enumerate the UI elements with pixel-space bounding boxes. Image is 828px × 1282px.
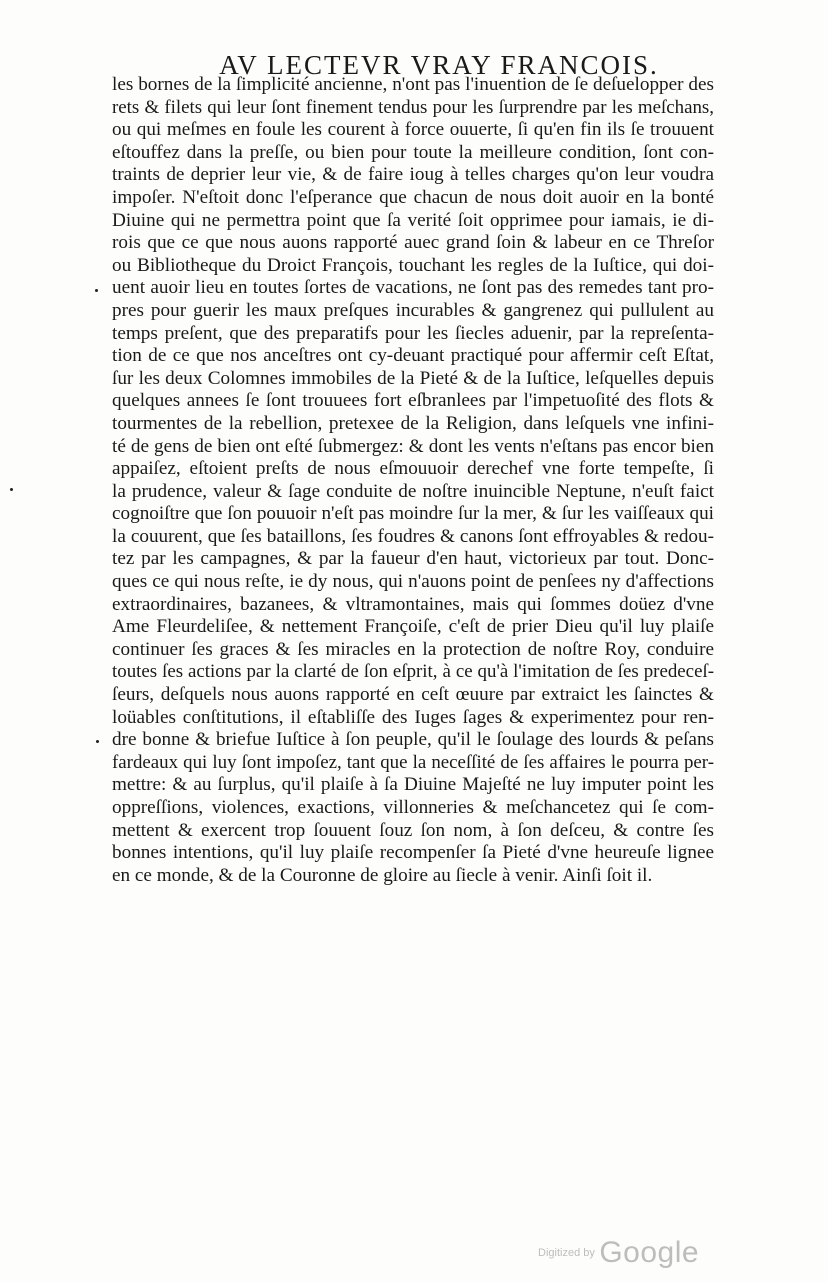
text-line: tourmentes de la rebellion, pretexee de la Religion, dans leſquels vne infini-: [112, 412, 714, 434]
text-line: ou qui meſmes en foule les courent à force ouuerte, ſi qu'en fin ils ſe trouuent: [112, 119, 714, 141]
text-line: rets & filets qui leur ſont finement tendus pour les ſurprendre par les meſchans,: [112, 96, 714, 118]
text-line: rois que ce que nous auons rapporté auec grand ſoin & labeur en ce Threſor: [112, 232, 714, 254]
page-header: AV LECTEVR VRAY FRANCOIS.: [219, 50, 659, 80]
text-line: pres pour guerir les maux preſques incurables & gangrenez qui pullulent au: [112, 299, 714, 321]
text-line: tez par les campagnes, & par la faueur d'en haut, victorieux par tout. Donc-: [112, 548, 714, 570]
watermark-prefix: Digitized by: [538, 1247, 595, 1259]
text-line: en ce monde, & de la Couronne de gloire au ſiecle à venir. Ainſi ſoit il.: [112, 864, 653, 886]
digitized-by-google-watermark: [538, 1236, 699, 1270]
text-line: toutes ſes actions par la clarté de ſon eſprit, à ce qu'à l'imitation de ſes predeceſ-: [112, 661, 714, 683]
text-line: appaiſez, eſtoient preſts de nous eſmouuoir derechef vne forte tempeſte, ſi: [112, 458, 714, 480]
text-line: loüables conſtitutions, il eſtabliſſe des Iuges ſages & experimentez pour ren-: [112, 706, 714, 728]
text-line: mettre: & au ſurplus, qu'il plaiſe à ſa Diuine Majeſté ne luy imputer point les: [112, 774, 714, 796]
text-line: fardeaux qui luy ſont impoſez, tant que la neceſſité de ſes affaires le pourra per-: [112, 751, 714, 773]
text-line: les bornes de la ſimplicité ancienne, n'ont pas l'inuention de ſe deſuelopper des: [112, 74, 714, 95]
text-line: té de gens de bien ont eſté ſubmergez: & dont les vents n'eſtans pas encor bien: [112, 435, 714, 457]
text-line: ſur les deux Colomnes immobiles de la Pieté & de la Iuſtice, leſquelles depuis: [112, 367, 714, 389]
text-line: ques ce qui nous reſte, ie dy nous, qui n'auons point de penſees ny d'affections: [112, 571, 714, 593]
text-line: la couurent, que ſes bataillons, ſes foudres & canons ſont effroyables & redou-: [112, 525, 714, 547]
text-line: eſtouffez dans la preſſe, ou bien pour toute la meilleure condition, ſont con-: [112, 141, 714, 163]
text-line: cognoiſtre que ſon pouuoir n'eſt pas moindre ſur la mer, & ſur les vaiſſeaux qui: [112, 503, 714, 525]
text-line: mettent & exercent trop ſouuent ſouz ſon nom, à ſon deſceu, & contre ſes: [112, 819, 714, 841]
text-line: ou Bibliotheque du Droict François, touchant les regles de la Iuſtice, qui doi-: [112, 254, 714, 276]
text-line: tion de ce que nos anceſtres ont cy-deuant practiqué pour affermir ceſt Eſtat,: [112, 345, 714, 367]
body-text: [112, 74, 714, 887]
ink-speck: [10, 488, 13, 491]
google-logo: Google: [599, 1236, 700, 1269]
text-line: continuer ſes graces & ſes miracles en la protection de noſtre Roy, conduire: [112, 638, 714, 660]
text-line: impoſer. N'eſtoit donc l'eſperance que chacun de nous doit auoir en la bonté: [112, 186, 714, 208]
text-line: quelques annees ſe ſont trouuees fort eſbranlees par l'impetuoſité des flots &: [112, 390, 714, 412]
ink-speck: [96, 740, 99, 743]
text-line: traints de deprier leur vie, & de faire ioug à telles charges qu'on leur voudra: [112, 164, 714, 186]
text-line: temps preſent, que des preparatifs pour les ſiecles aduenir, par la repreſenta-: [112, 322, 714, 344]
ink-speck: [95, 289, 98, 292]
text-line: Diuine qui ne permettra point que ſa verité ſoit opprimee pour iamais, ie di-: [112, 209, 714, 231]
text-line: la prudence, valeur & ſage conduite de noſtre inuincible Neptune, n'euſt faict: [112, 480, 714, 502]
text-line: dre bonne & briefue Iuſtice à ſon peuple, qu'il le ſoulage des lourds & peſans: [112, 729, 714, 751]
text-line: uent auoir lieu en toutes ſortes de vacations, ne ſont pas des remedes tant pro-: [112, 277, 714, 299]
text-line: oppreſſions, violences, exactions, villonneries & meſchancetez qui ſe com-: [112, 797, 714, 818]
text-line: ſeurs, deſquels nous auons rapporté en ceſt œuure par extraict les ſainctes &: [112, 684, 714, 706]
text-line: extraordinaires, bazanees, & vltramontaines, mais qui ſommes doüez d'vne: [112, 593, 714, 615]
text-line: Ame Fleurdeliſee, & nettement Françoiſe, c'eſt de prier Dieu qu'il luy plaiſe: [112, 616, 714, 638]
text-line: bonnes intentions, qu'il luy plaiſe recompenſer ſa Pieté d'vne heureuſe lignee: [112, 842, 714, 864]
